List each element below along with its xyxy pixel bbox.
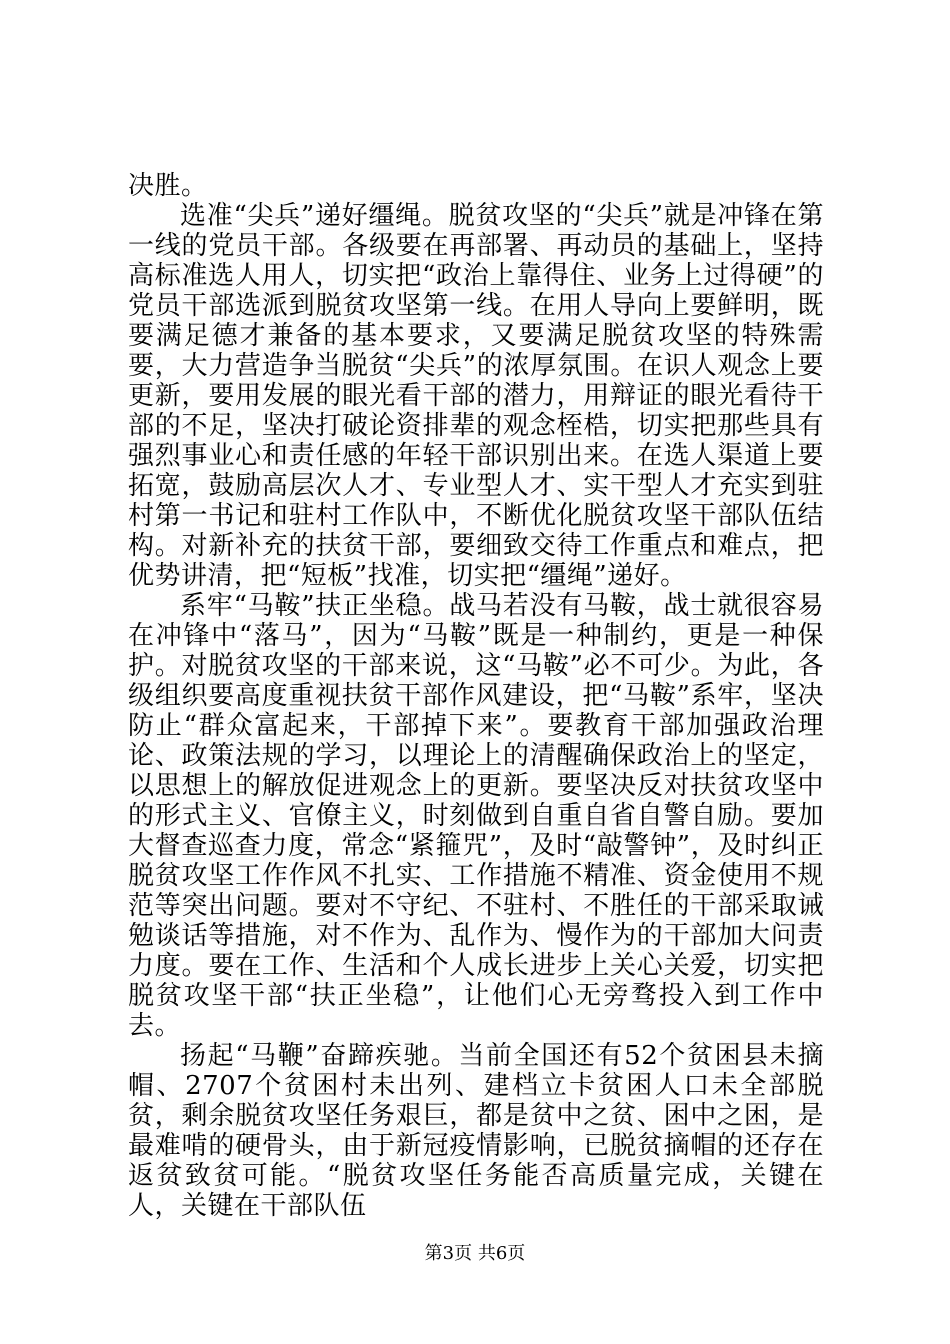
paragraph-raise-whip: 扬起“马鞭”奋蹄疾驰。当前全国还有52个贫困县未摘帽、2707个贫困村未出列、建档立卡贫困人口未全部脱贫，剩余脱贫攻坚任务艰巨，都是贫中之贫、困中之困，是最难啃的硬骨头，由于新冠疫情影响，已脱贫摘帽的还存在返贫致贫可能。“脱贫攻坚任务能否高质量完成，关键在人，关键在干部队伍 [128,1041,824,1221]
document-body [128,171,824,1221]
paragraph-fasten-saddle: 系牢“马鞍”扶正坐稳。战马若没有马鞍，战士就很容易在冲锋中“落马”，因为“马鞍”既是一种制约，更是一种保护。对脱贫攻坚的干部来说，这“马鞍”必不可少。为此，各级组织要高度重视扶贫干部作风建设，把“马鞍”系牢，坚决防止“群众富起来，干部掉下来”。要教育干部加强政治理论、政策法规的学习，以理论上的清醒确保政治上的坚定，以思想上的解放促进观念上的更新。要坚决反对扶贫攻坚中的形式主义、官僚主义，时刻做到自重自省自警自励。要加大督查巡查力度，常念“紧箍咒”，及时“敲警钟”，及时纠正脱贫攻坚工作作风不扎实、工作措施不精准、资金使用不规范等突出问题。要对不守纪、不驻村、不胜任的干部采取诫勉谈话等措施，对不作为、乱作为、慢作为的干部加大问责力度。要在工作、生活和个人成长进步上关心关爱，切实把脱贫攻坚干部“扶正坐稳”，让他们心无旁骛投入到工作中去。 [128,591,824,1041]
page-number-footer: 第3页 共6页 [424,1243,526,1264]
paragraph-select-vanguard: 选准“尖兵”递好缰绳。脱贫攻坚的“尖兵”就是冲锋在第一线的党员干部。各级要在再部署、再动员的基础上，坚持高标准选人用人，切实把“政治上靠得住、业务上过得硬”的党员干部选派到脱贫攻坚第一线。在用人导向上要鲜明，既要满足德才兼备的基本要求，又要满足脱贫攻坚的特殊需要，大力营造争当脱贫“尖兵”的浓厚氛围。在识人观念上要更新，要用发展的眼光看干部的潜力，用辩证的眼光看待干部的不足，坚决打破论资排辈的观念桎梏，切实把那些具有强烈事业心和责任感的年轻干部识别出来。在选人渠道上要拓宽，鼓励高层次人才、专业型人才、实干型人才充实到驻村第一书记和驻村工作队中，不断优化脱贫攻坚干部队伍结构。对新补充的扶贫干部，要细致交待工作重点和难点，把优势讲清，把“短板”找准，切实把“缰绳”递好。 [128,201,824,591]
paragraph-continuation: 决胜。 [128,171,208,201]
